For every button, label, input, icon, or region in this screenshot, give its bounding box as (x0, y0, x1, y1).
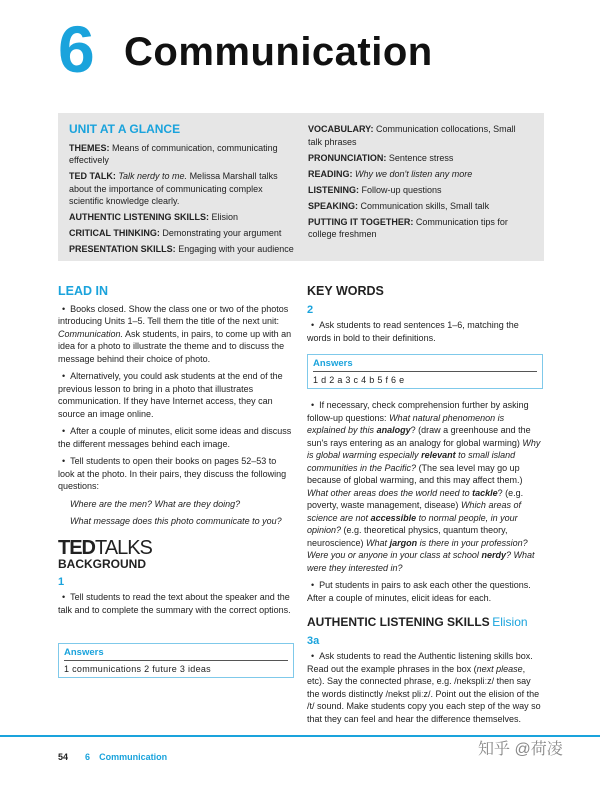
answers-box (58, 643, 294, 678)
answers-box (307, 354, 543, 389)
glance-item: AUTHENTIC LISTENING SKILLS: Elision (69, 212, 239, 222)
background-heading: BACKGROUND (58, 557, 146, 571)
authentic-listening-heading: AUTHENTIC LISTENING SKILLS Elision (307, 615, 528, 629)
glance-item: PRESENTATION SKILLS: Engaging with your audience (69, 244, 294, 254)
answers-value: 1 d 2 a 3 c 4 b 5 f 6 e (313, 375, 405, 385)
bullet-paragraph: • Ask students to read sentences 1–6, matching the words in bold to their definitions. (307, 319, 543, 344)
glance-left-column (69, 123, 295, 259)
unit-number: 6 (58, 12, 95, 86)
question: Where are the men? What are they doing? (70, 498, 241, 509)
right-column (307, 285, 543, 349)
glance-item: THEMES: Means of communication, communicating effectively (69, 142, 278, 165)
footer (58, 752, 167, 762)
bullet-paragraph: • Alternatively, you could ask students at the end of the previous lesson to bring in a photo that illustrates communication. If they have Internet access, they can source an image online. (58, 370, 294, 420)
page-title: Communication (124, 30, 433, 74)
exercise-number: 2 (307, 303, 314, 316)
bullet-paragraph: • After a couple of minutes, elicit some ideas and discuss the different messages behind each image. (58, 425, 294, 450)
answers-title: Answers (64, 647, 288, 661)
bullet-paragraph: • Put students in pairs to ask each other the questions. After a couple of minutes, elicit ideas for each. (307, 579, 543, 604)
glance-item: CRITICAL THINKING: Demonstrating your argument (69, 228, 282, 238)
exercise-number: 3a (307, 634, 320, 647)
glance-item: PUTTING IT TOGETHER: Communication tips for college freshmen (308, 216, 508, 239)
answers-value: 1 communications 2 future 3 ideas (64, 664, 211, 674)
bullet-paragraph: • Tell students to open their books on pages 52–53 to look at the photo. In their pairs, they discuss the following questions: (58, 455, 294, 493)
ted-talks-logo: TEDTALKS (58, 536, 152, 559)
bullet-paragraph: • If necessary, check comprehension further by asking follow-up questions: What natural phenomenon is explained by this analogy? (draw a greenhouse and the sun's rays entering as an analogy for global warming) Why is global warming especially relevant to small island communities in the Pacific? (The sea level may go up because of global warming, and this may affect them.) What other areas does the world need to tackle? (e.g. poverty, waste management, disease) Which areas of science are not accessible to normal people, in your opinion? (e.g. theoretical physics, quantum theory, neuroscience) What jargon is there in your profession? Were you or anyone in your class at school nerdy? What were they interested in? (307, 399, 543, 574)
exercise-number: 1 (58, 575, 65, 588)
glance-item: READING: Why we don't listen any more (308, 168, 473, 179)
page-number: 54 (58, 752, 69, 762)
left-column (58, 285, 294, 621)
glance-item: PRONUNCIATION: Sentence stress (308, 152, 454, 163)
question: What message does this photo communicate to you? (70, 516, 282, 526)
glance-heading: UNIT AT A GLANCE (69, 122, 181, 136)
bullet-paragraph: • Books closed. Show the class one or two of the photos introducing Units 1–5. Tell them the title of the next unit: Communication. Ask students, in pairs, to come up with an idea for a photo to illustrate the theme and to discuss the message behind their choice of photo. (58, 303, 294, 366)
glance-item: VOCABULARY: Communication collocations, Small talk phrases (308, 124, 516, 147)
footer-unit: 6 (85, 752, 91, 762)
glance-item: TED TALK: Talk nerdy to me. Melissa Marshall talks about the importance of communicating complex scientific knowledge clearly. (69, 171, 278, 206)
key-words-heading: KEY WORDS (307, 284, 384, 298)
watermark: 知乎 @荷凌 (478, 741, 563, 758)
bullet-paragraph: • Ask students to read the Authentic listening skills box. Read out the example phrases in the box (next please, etc). Say the connected phrase, e.g. /nekspliːz/ then say the words distinctly /nekst pliːz/. Point out the elision of the /t/ sound. Make students copy you each step of the way so that they can feel and hear the difference themselves. (307, 650, 543, 725)
footer-title: Communication (99, 752, 168, 762)
answers-title: Answers (313, 358, 537, 372)
glance-item: SPEAKING: Communication skills, Small talk (308, 200, 490, 211)
glance-item: LISTENING: Follow-up questions (308, 184, 442, 195)
unit-at-a-glance-box (58, 113, 544, 261)
lead-in-heading: LEAD IN (58, 284, 108, 298)
glance-right-column (308, 123, 526, 244)
bullet-paragraph: • Tell students to read the text about the speaker and the talk and to complete the summary with the correct options. (58, 591, 294, 616)
right-column-continued (307, 399, 543, 730)
